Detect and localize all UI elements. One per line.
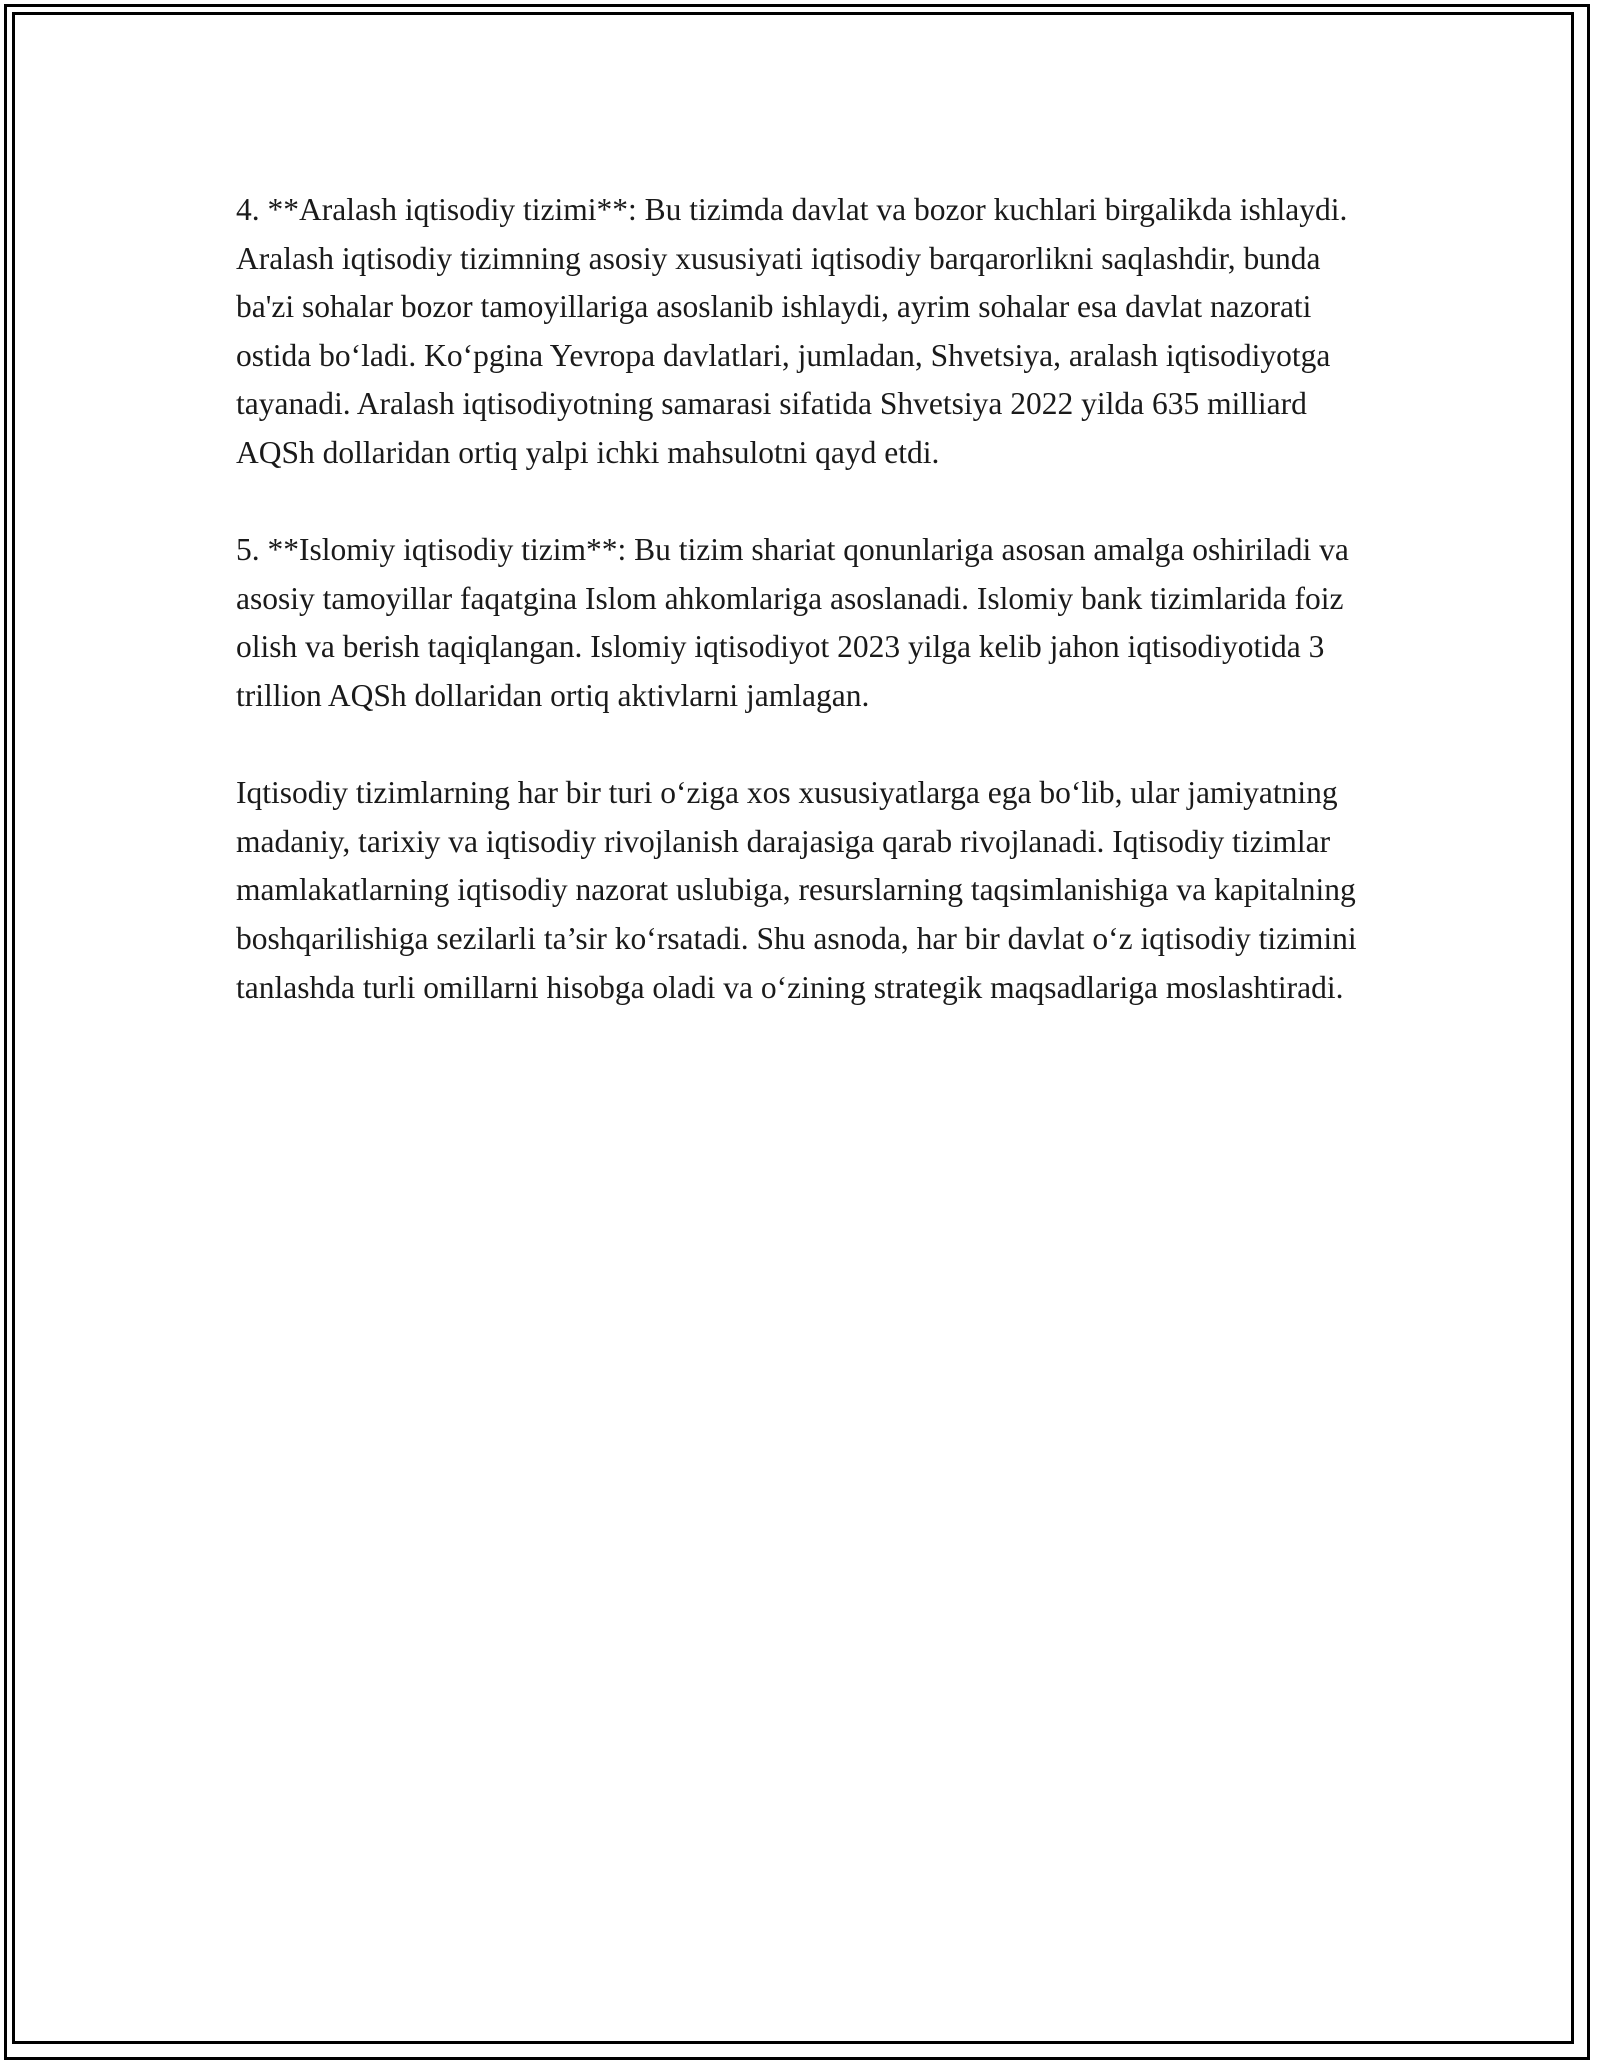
document-body xyxy=(236,186,1376,1061)
paragraph-mixed-economy: 4. **Aralash iqtisodiy tizimi**: Bu tizimda davlat va bozor kuchlari birgalikda ishlaydi. Aralash iqtisodiy tizimning asosiy xususiyati iqtisodiy barqarorlikni saqlashdir, bunda ba'zi sohalar bozor tamoyillariga asoslanib ishlaydi, ayrim sohalar esa davlat nazorati ostida bo‘ladi. Ko‘pgina Yevropa davlatlari, jumladan, Shvetsiya, aralash iqtisodiyotga tayanadi. Aralash iqtisodiyotning samarasi sifatida Shvetsiya 2022 yilda 635 milliard AQSh dollaridan ortiq yalpi ichki mahsulotni qayd etdi. xyxy=(236,192,1348,470)
paragraph-conclusion: Iqtisodiy tizimlarning har bir turi o‘ziga xos xususiyatlarga ega bo‘lib, ular jamiyatning madaniy, tarixiy va iqtisodiy rivojlanish darajasiga qarab rivojlanadi. Iqtisodiy tizimlar mamlakatlarning iqtisodiy nazorat uslubiga, resurslarning taqsimlanishiga va kapitalning boshqarilishiga sezilarli ta’sir ko‘rsatadi. Shu asnoda, har bir davlat o‘z iqtisodiy tizimini tanlashda turli omillarni hisobga oladi va o‘zining strategik maqsadlariga moslashtiradi. xyxy=(236,775,1357,1005)
paragraph-islamic-economy: 5. **Islomiy iqtisodiy tizim**: Bu tizim shariat qonunlariga asosan amalga oshiriladi va asosiy tamoyillar faqatgina Islom ahkomlariga asoslanadi. Islomiy bank tizimlarida foiz olish va berish taqiqlangan. Islomiy iqtisodiyot 2023 yilga kelib jahon iqtisodiyotida 3 trillion AQSh dollaridan ortiq aktivlarni jamlagan. xyxy=(236,532,1349,713)
